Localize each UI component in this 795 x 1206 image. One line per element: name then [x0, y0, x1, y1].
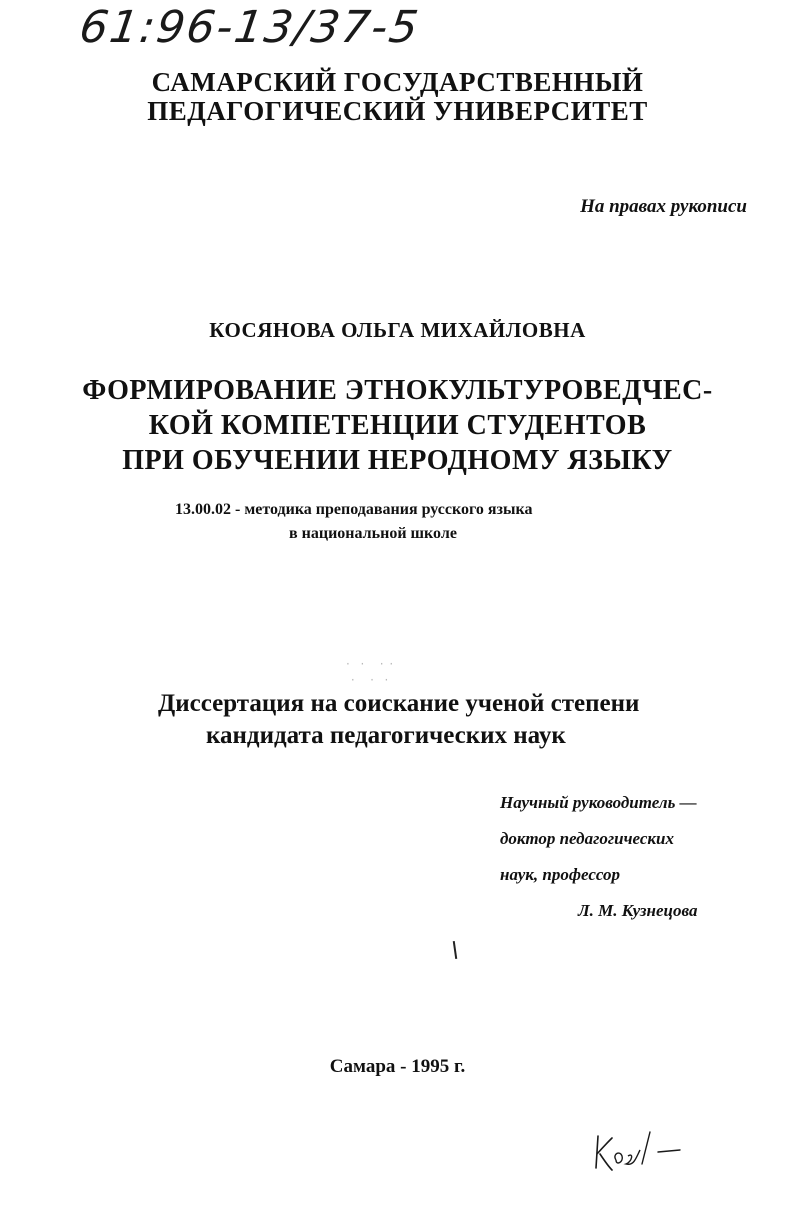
author-name: КОСЯНОВА ОЛЬГА МИХАЙЛОВНА	[209, 318, 586, 342]
thesis-title-line-1: ФОРМИРОВАНИЕ ЭТНОКУЛЬТУРОВЕДЧЕС-	[82, 375, 713, 406]
faint-stamp-marks: · · · · · · ·	[346, 657, 395, 687]
supervisor-name: Л. М. Кузнецова	[578, 901, 698, 920]
institution-line-2: ПЕДАГОГИЧЕСКИЙ УНИВЕРСИТЕТ	[147, 96, 648, 126]
handwritten-archive-number: 61:96-13/37-5	[76, 2, 423, 53]
thesis-title-line-2: КОЙ КОМПЕТЕНЦИИ СТУДЕНТОВ	[148, 410, 647, 441]
supervisor-line-1: Научный руководитель —	[500, 793, 697, 812]
specialty-code	[175, 498, 532, 546]
rights-note: На правах рукописи	[580, 196, 747, 217]
pen-tick-mark	[453, 941, 457, 959]
degree-line-1: Диссертация на соискание ученой степени	[158, 690, 640, 717]
thesis-title-line-3: ПРИ ОБУЧЕНИИ НЕРОДНОМУ ЯЗЫКУ	[122, 445, 673, 476]
supervisor-line-3: наук, профессор	[500, 865, 620, 884]
institution-name	[0, 68, 795, 126]
specialty-line-1: 13.00.02 - методика преподавания русского языка	[175, 501, 533, 518]
specialty-line-2: в национальной школе	[289, 525, 457, 542]
degree-statement	[158, 688, 639, 752]
degree-line-2: кандидата педагогических наук	[206, 722, 566, 749]
supervisor-line-2: доктор педагогических	[500, 829, 674, 848]
city-year: Самара - 1995 г.	[329, 1056, 466, 1077]
thesis-title	[0, 373, 795, 478]
supervisor-block	[500, 785, 697, 929]
handwritten-signature	[592, 1128, 684, 1176]
institution-line-1: САМАРСКИЙ ГОСУДАРСТВЕННЫЙ	[151, 67, 644, 97]
